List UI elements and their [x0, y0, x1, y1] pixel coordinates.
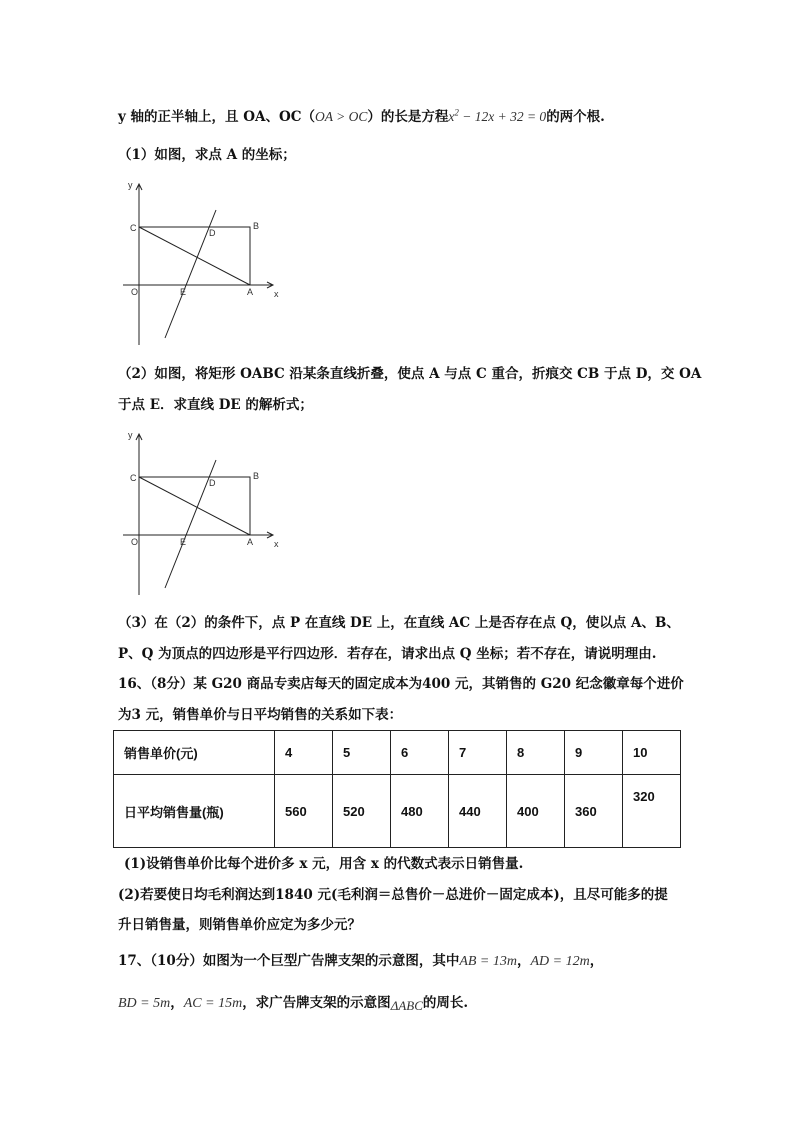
quantity-cell: 400 — [507, 775, 565, 848]
intro-text-pre: y 轴的正半轴上，且 OA、OC（ — [118, 109, 315, 125]
math-ad: AD = 12m — [530, 954, 590, 969]
quantity-cell: 560 — [275, 775, 333, 848]
table-row-quantity — [114, 775, 681, 848]
diagonal-ac — [139, 477, 250, 535]
label-e: E — [180, 537, 187, 547]
problem-17-text-mid: ，求广告牌支架的示意图 — [242, 995, 391, 1011]
label-y: y — [128, 180, 133, 190]
problem-17-line-1: 17、（10分）如图为一个巨型广告牌支架的示意图，其中AB = 13m，AD = 12m， — [118, 953, 604, 969]
problem-16-line-2: 为3 元，销售单价与日平均销售的关系如下表： — [118, 707, 403, 723]
problem-15-intro — [118, 108, 605, 126]
inequality-oa-oc: OA > OC — [314, 109, 368, 124]
label-x: x — [274, 289, 279, 299]
price-sales-table — [113, 730, 681, 848]
price-cell: 4 — [275, 731, 333, 775]
quantity-cell: 480 — [391, 775, 449, 848]
intro-text-mid: ）的长是方程 — [367, 109, 449, 125]
label-y: y — [128, 430, 133, 440]
quantity-cell: 320 — [623, 775, 681, 848]
price-cell: 7 — [449, 731, 507, 775]
label-b: B — [253, 221, 260, 231]
label-a: A — [247, 287, 254, 297]
label-d: D — [209, 478, 216, 488]
equation: $x^2 - 12x + 32 = 0$ — [448, 107, 547, 124]
price-cell: 8 — [507, 731, 565, 775]
price-cell: 6 — [391, 731, 449, 775]
question-2-line-1: （2）如图，将矩形 OABC 沿某条直线折叠，使点 A 与点 C 重合，折痕交 CB 于点 D，交 OA — [118, 366, 702, 382]
label-c: C — [130, 223, 137, 233]
problem-16-question-2-line-1: (2)若要使日均毛利润达到1840 元(毛利润＝总售价－总进价－固定成本)，且尽可能多的提 — [118, 887, 668, 903]
price-cell: 5 — [333, 731, 391, 775]
coordinate-figure-1 — [115, 170, 315, 350]
quantity-cell: 360 — [565, 775, 623, 848]
problem-17-line-2: BD = 5m，AC = 15m，求广告牌支架的示意图ΔABC的周长. — [118, 995, 469, 1013]
label-o: O — [131, 287, 139, 297]
quantity-cell: 440 — [449, 775, 507, 848]
question-1: （1）如图，求点 A 的坐标； — [118, 147, 296, 163]
question-2-line-2: 于点 E．求直线 DE 的解析式； — [118, 397, 313, 413]
label-x: x — [274, 539, 279, 549]
label-a: A — [247, 537, 254, 547]
question-3-line-1: （3）在（2）的条件下，点 P 在直线 DE 上，在直线 AC 上是否存在点 Q，使以点 A、B、 — [118, 615, 680, 631]
problem-16-question-2-line-2: 升日销售量，则销售单价应定为多少元？ — [118, 917, 361, 933]
problem-16-line-1: 16、（8分）某 G20 商品专卖店每天的固定成本为400 元，其销售的 G20 纪念徽章每个进价 — [118, 676, 684, 692]
math-triangle-abc: ΔABC — [390, 998, 423, 1013]
math-bd: BD = 5m — [118, 996, 171, 1011]
problem-16-question-1: (1)设销售单价比每个进价多 x 元，用含 x 的代数式表示日销售量. — [124, 856, 524, 872]
table-row-price — [114, 731, 681, 775]
quantity-cell: 520 — [333, 775, 391, 848]
problem-17-text-pre: 17、（10分）如图为一个巨型广告牌支架的示意图，其中 — [118, 953, 460, 969]
label-b: B — [253, 471, 260, 481]
price-cell: 9 — [565, 731, 623, 775]
row-label-quantity: 日平均销售量(瓶) — [114, 775, 275, 848]
problem-17-text-post: 的周长. — [422, 995, 469, 1011]
label-e: E — [180, 287, 187, 297]
math-ac: AC = 15m — [183, 996, 243, 1011]
row-label-price: 销售单价(元) — [114, 731, 275, 775]
label-d: D — [209, 228, 216, 238]
math-ab: AB = 13m — [459, 954, 517, 969]
intro-text-post: 的两个根. — [546, 109, 605, 125]
label-c: C — [130, 473, 137, 483]
label-o: O — [131, 537, 139, 547]
question-3-line-2: P、Q 为顶点的四边形是平行四边形．若存在，请求出点 Q 坐标；若不存在，请说明理由. — [118, 646, 657, 662]
price-cell: 10 — [623, 731, 681, 775]
coordinate-figure-2 — [115, 420, 315, 600]
diagonal-ac — [139, 227, 250, 285]
